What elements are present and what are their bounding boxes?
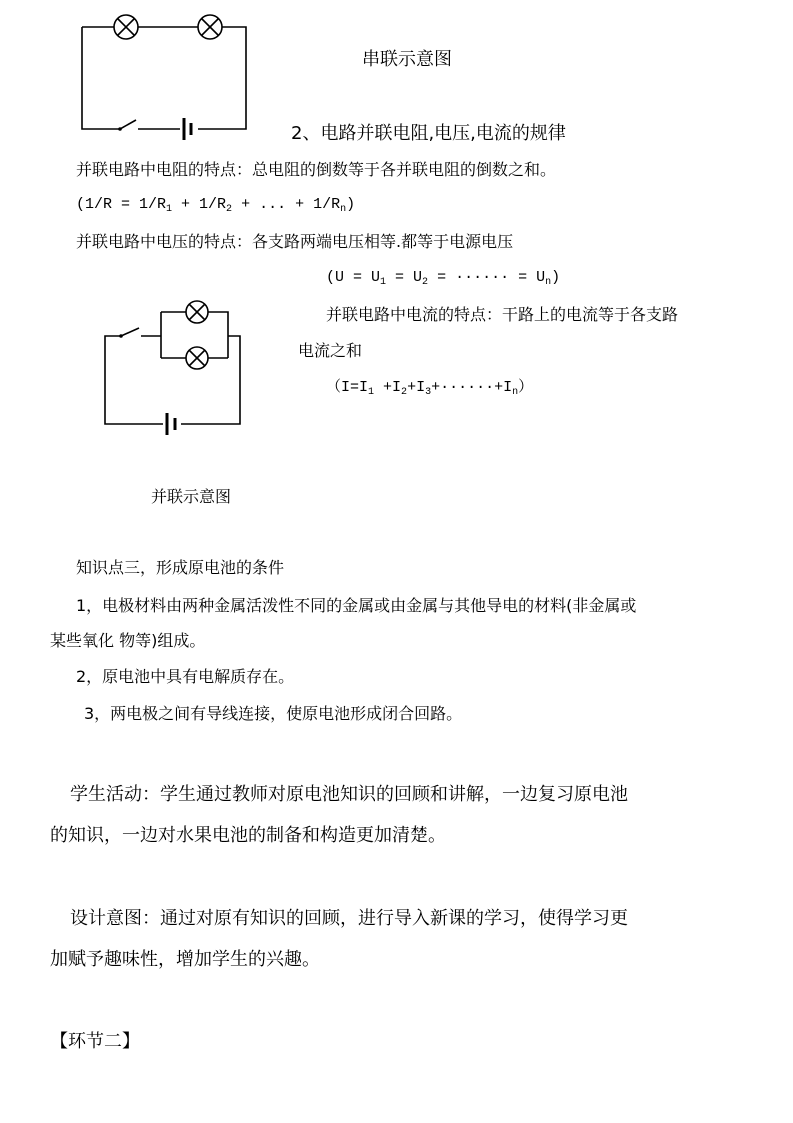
- series-circuit-wire: [82, 27, 120, 129]
- parallel-voltage-formula: ($U = U_1 = U_2$ = ······ = $U_n$): [326, 269, 561, 288]
- series-circuit-wire: [198, 27, 246, 129]
- parallel-voltage-rule: 并联电路中电压的特点：各支路两端电压相等.都等于电源电压: [76, 232, 514, 251]
- student-activity-line2: 的知识，一边对水果电池的制备和构造更加清楚。: [50, 825, 446, 846]
- knowledge3-item1-line2: 某些氧化 物等)组成。: [50, 631, 206, 650]
- parallel-resistance-rule: 并联电路中电阻的特点：总电阻的倒数等于各并联电阻的倒数之和。: [76, 160, 557, 179]
- knowledge3-item1-line1: 1，电极材料由两种金属活泼性不同的金属或由金属与其他导电的材料(非金属或: [76, 596, 637, 615]
- parallel-resistance-formula: ($1/R = 1/R_1 + 1/R_2$ + ... + $1/R_n$): [76, 196, 356, 215]
- lamp-icon: [114, 15, 138, 39]
- parallel-current-rule-line1: 并联电路中电流的特点：干路上的电流等于各支路: [326, 305, 679, 324]
- parallel-circuit-wire: [208, 312, 228, 358]
- knowledge3-item3: 3，两电极之间有导线连接，使原电池形成闭合回路。: [84, 704, 463, 723]
- parallel-circuit-wire: [105, 336, 163, 424]
- parallel-current-rule-line2: 电流之和: [298, 341, 363, 360]
- switch-icon: [119, 328, 139, 338]
- battery-icon: [184, 118, 191, 140]
- lamp-icon: [186, 301, 208, 323]
- design-intent-line2: 加赋予趣味性，增加学生的兴趣。: [50, 949, 320, 970]
- parallel-diagram-caption: 并联示意图: [151, 487, 232, 506]
- series-circuit-diagram: [70, 5, 260, 145]
- battery-icon: [167, 413, 175, 435]
- series-diagram-caption: 串联示意图: [362, 49, 452, 70]
- knowledge3-title: 知识点三，形成原电池的条件: [76, 558, 285, 577]
- next-section-label: 【环节二】: [50, 1031, 140, 1052]
- knowledge3-item2: 2，原电池中具有电解质存在。: [76, 667, 295, 686]
- parallel-current-formula: $(I=I_1 +I_2+I_3+\cdot\cdot\cdot\cdot\cdot\cdot+I_n)$: [326, 379, 534, 398]
- student-activity-line1: 学生活动：学生通过教师对原电池知识的回顾和讲解，一边复习原电池: [70, 784, 628, 805]
- parallel-circuit-diagram: [95, 290, 255, 440]
- lamp-icon: [186, 347, 208, 369]
- section2-heading: 2、电路并联电阻,电压,电流的规律: [291, 123, 566, 144]
- design-intent-line1: 设计意图：通过对原有知识的回顾，进行导入新课的学习，使得学习更: [70, 908, 628, 929]
- lamp-icon: [198, 15, 222, 39]
- switch-icon: [118, 120, 136, 131]
